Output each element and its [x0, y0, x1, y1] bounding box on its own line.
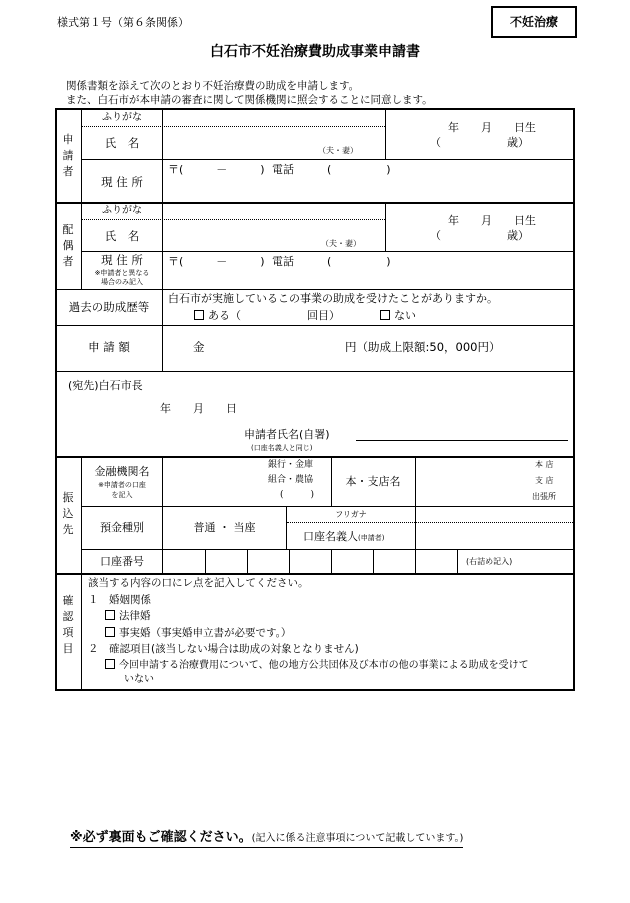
deposit-type-label: 預金種別	[100, 521, 144, 534]
application-date[interactable]: 年 月 日	[160, 402, 237, 415]
holder-furigana-label: フリガナ	[335, 510, 367, 519]
legal-marriage-checkbox[interactable]	[105, 610, 115, 620]
spouse-section-label: 配 偶 者	[62, 223, 74, 268]
category-badge: 不妊治療	[491, 6, 577, 38]
branch-type-1: 本 店	[535, 460, 554, 469]
form-number: 様式第１号（第６条関係）	[57, 16, 189, 29]
institution-note-1: ※申請者の口座	[98, 481, 146, 489]
spouse-postal[interactable]: 〒( － )	[168, 255, 265, 268]
footer-note: ※必ず裏面もご確認ください。(記入に係る注意事項について記載しています。)	[70, 830, 463, 848]
institution-type-3: ( )	[280, 490, 315, 500]
history-no-option[interactable]: ない	[380, 309, 416, 322]
right-aligned-note: (右詰め記入)	[466, 557, 513, 566]
confirm-section-label: 確 認 項 目	[62, 594, 74, 655]
applicant-phone[interactable]: 電話 ( )	[272, 163, 391, 176]
branch-label: 本・支店名	[345, 475, 401, 488]
spouse-address-label: 現 住 所	[101, 253, 143, 267]
amount-label: 申 請 額	[88, 340, 130, 354]
spouse-furigana-label: ふりがな	[102, 205, 142, 216]
history-yes-checkbox[interactable]	[194, 310, 204, 320]
spouse-address-note-1: ※申請者と異なる	[94, 269, 150, 277]
intro-line-2: また、白石市が本申請の審査に関して関係機関に照会することに同意します。	[66, 94, 433, 106]
spouse-phone[interactable]: 電話 ( )	[272, 255, 391, 268]
de-facto-marriage-checkbox[interactable]	[105, 627, 115, 637]
legal-marriage-option[interactable]: 法律婚	[105, 610, 151, 623]
history-no-checkbox[interactable]	[380, 310, 390, 320]
history-label: 過去の助成歴等	[68, 300, 150, 314]
confirm-item-1: １ 婚姻関係	[88, 594, 151, 606]
deposit-type-value[interactable]: 普通 ・ 当座	[193, 521, 256, 534]
institution-type-2: 組合・農協	[268, 475, 314, 485]
applicant-spouse-type: （夫・妻）	[318, 146, 358, 155]
confirm-item-2: ２ 確認項目(該当しない場合は助成の対象となりません)	[88, 643, 359, 655]
history-yes-option[interactable]: ある（ 回目）	[194, 309, 340, 322]
amount-suffix: 円（助成上限額:50，000円）	[345, 340, 501, 354]
spouse-name-label: 氏 名	[104, 229, 140, 243]
de-facto-marriage-option[interactable]: 事実婚（事実婚申立書が必要です。）	[105, 627, 291, 640]
spouse-birthdate[interactable]: 年 月 日生	[448, 214, 536, 227]
spouse-spouse-type: （夫・妻）	[321, 239, 361, 248]
applicant-birthdate[interactable]: 年 月 日生	[448, 121, 536, 134]
branch-type-3: 出張所	[532, 492, 556, 501]
spouse-address-note-2: 場合のみ記入	[101, 278, 143, 286]
applicant-postal[interactable]: 〒( － )	[168, 163, 265, 176]
signature-line[interactable]	[356, 440, 568, 441]
bank-section-label: 振 込 先	[62, 491, 74, 536]
spouse-age[interactable]: （ 歳）	[430, 229, 529, 242]
page-title: 白石市不妊治療費助成事業申請書	[210, 44, 420, 60]
confirm-instruction: 該当する内容の口にレ点を記入してください。	[88, 577, 309, 589]
applicant-address-label: 現 住 所	[101, 175, 143, 189]
institution-note-2: を記入	[111, 491, 133, 499]
amount-prefix: 金	[193, 340, 205, 354]
account-number-label: 口座番号	[100, 555, 144, 568]
applicant-age[interactable]: （ 歳）	[430, 136, 529, 149]
institution-label: 金融機関名	[94, 465, 150, 478]
branch-type-2: 支 店	[535, 476, 554, 485]
no-other-subsidy-option-cont: いない	[124, 674, 154, 685]
history-question: 白石市が実施しているこの事業の助成を受けたことがありますか。	[168, 292, 498, 305]
institution-type-1: 銀行・金庫	[268, 460, 314, 470]
holder-label: 口座名義人(申請者)	[303, 530, 385, 543]
signature-label: 申請者氏名(自署)	[244, 428, 330, 441]
intro-line-1: 関係書類を添えて次のとおり不妊治療費の助成を申請します。	[66, 80, 360, 92]
no-other-subsidy-checkbox[interactable]	[105, 659, 115, 669]
applicant-section-label: 申 請 者	[62, 133, 74, 178]
signature-note: (口座名義人と同じ)	[251, 444, 313, 452]
applicant-name-label: 氏 名	[104, 136, 140, 150]
applicant-furigana-label: ふりがな	[102, 112, 142, 123]
addressee: (宛先)白石市長	[68, 379, 143, 392]
no-other-subsidy-option[interactable]: 今回申請する治療費用について、他の地方公共団体及び本市の他の事業による助成を受けて	[105, 659, 529, 672]
